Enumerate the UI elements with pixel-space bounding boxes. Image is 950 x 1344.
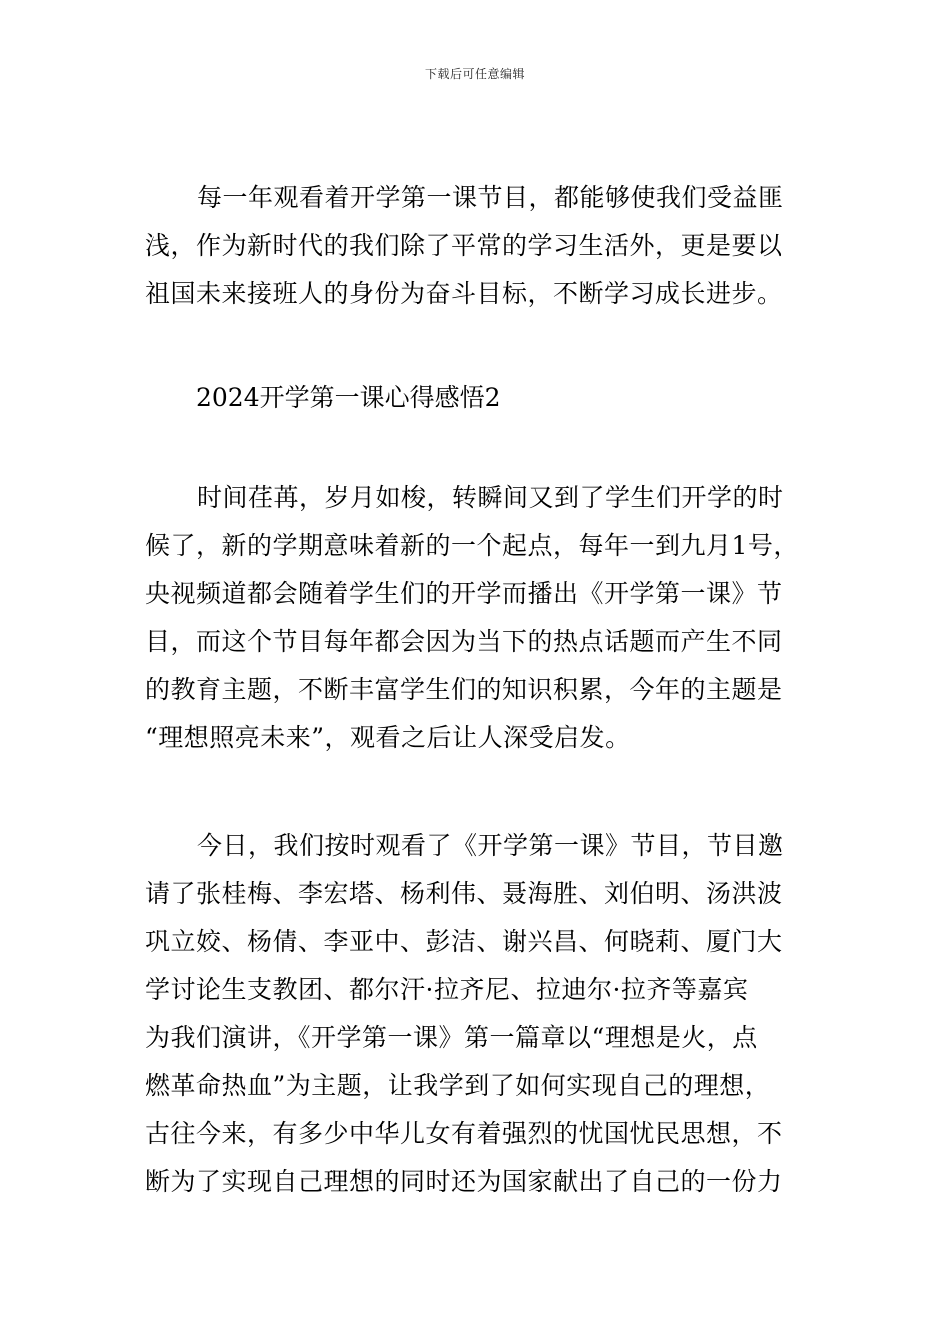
paragraph-3 [145,822,810,1206]
paragraph-line: 断为了实现自己理想的同时还为国家献出了自己的一份力 [145,1167,783,1196]
paragraph-line: “理想照亮未来”，观看之后让人深受启发。 [145,723,631,752]
paragraph-line: 请了张桂梅、李宏塔、杨利伟、聂海胜、刘伯明、汤洪波 [145,879,783,908]
paragraph-line: 祖国未来接班人的身份为奋斗目标，不断学习成长进步。 [145,279,783,308]
paragraph-1 [145,174,810,318]
paragraph-line: 每一年观看着开学第一课节目，都能够使我们受益匪 [197,183,784,212]
paragraph-2 [145,474,810,762]
paragraph-line: 巩立姣、杨倩、李亚中、彭洁、谢兴昌、何晓莉、厦门大 [145,927,783,956]
paragraph-line: 浅，作为新时代的我们除了平常的学习生活外，更是要以 [145,231,783,260]
paragraph-line: 燃革命热血”为主题，让我学到了如何实现自己的理想， [145,1071,771,1100]
header-note: 下载后可任意编辑 [424,67,525,81]
paragraph-line: 央视频道都会随着学生们的开学而播出《开学第一课》节 [145,579,783,608]
paragraph-line: 学讨论生支教团、都尔汗·拉齐尼、拉迪尔·拉齐等嘉宾 [145,975,749,1004]
paragraph-line: 为我们演讲，《开学第一课》第一篇章以“理想是火，点 [145,1023,758,1052]
paragraph-line: 目，而这个节目每年都会因为当下的热点话题而产生不同 [145,627,783,656]
section-heading: 2024开学第一课心得感悟2 [196,383,501,412]
paragraph-line: 今日，我们按时观看了《开学第一课》节目，节目邀 [197,831,784,860]
paragraph-line: 时间荏苒，岁月如梭，转瞬间又到了学生们开学的时 [197,483,784,512]
paragraph-line: 古往今来，有多少中华儿女有着强烈的忧国忧民思想，不 [145,1119,783,1148]
paragraph-line: 候了，新的学期意味着新的一个起点，每年一到九月1号， [145,531,799,560]
paragraph-line: 的教育主题，不断丰富学生们的知识积累，今年的主题是 [145,675,783,704]
